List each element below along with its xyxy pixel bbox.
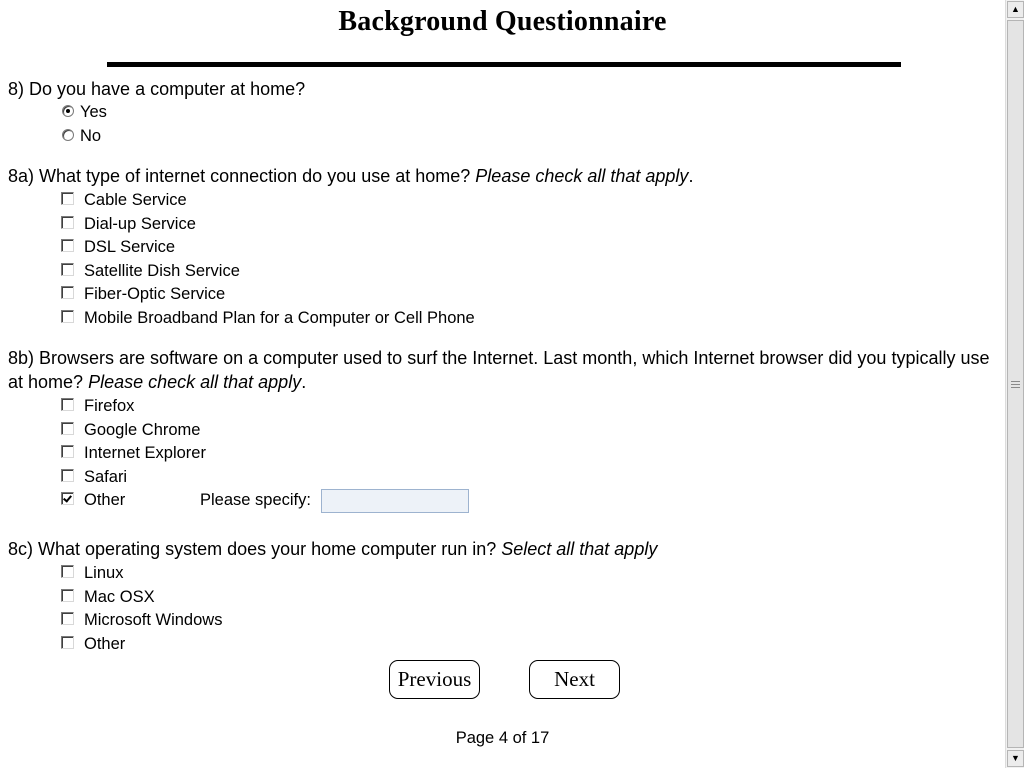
grip-line — [1011, 381, 1020, 382]
question-8b — [8, 346, 998, 394]
checkbox-icon[interactable] — [61, 192, 74, 205]
checkbox-label: Other — [84, 491, 126, 509]
radio-label: No — [80, 127, 102, 145]
question-end: . — [688, 166, 694, 186]
question-text: 8b) Browsers are software on a computer used to surf the Internet. Last month, which Internet browser did you typically use at home? — [8, 348, 990, 392]
checkbox-label: Google Chrome — [84, 421, 201, 439]
checkbox-label: Dial-up Service — [84, 215, 196, 233]
question-instruction: Select all that apply — [501, 539, 658, 559]
page-indicator: Page 4 of 17 — [455, 729, 550, 747]
checkbox-icon[interactable] — [61, 445, 74, 458]
checkbox-icon[interactable] — [61, 263, 74, 276]
checkbox-label: Satellite Dish Service — [84, 262, 240, 280]
checkbox-icon[interactable] — [61, 286, 74, 299]
question-instruction: Please check all that apply — [475, 166, 689, 186]
question-text: 8a) What type of internet connection do you use at home? — [8, 166, 476, 186]
checkbox-label: DSL Service — [84, 238, 176, 256]
page-title: Background Questionnaire — [338, 6, 667, 37]
please-specify-label: Please specify: — [200, 491, 311, 509]
title-divider — [107, 62, 901, 67]
radio-button-icon[interactable] — [62, 105, 74, 117]
scroll-up-arrow-icon[interactable]: ▲ — [1007, 1, 1024, 18]
question-text: 8c) What operating system does your home computer run in? — [8, 539, 502, 559]
radio-button-icon[interactable] — [62, 129, 74, 141]
radio-label: Yes — [80, 103, 107, 121]
question-8a — [8, 164, 693, 188]
checkbox-icon[interactable] — [61, 239, 74, 252]
checkbox-label: Mac OSX — [84, 588, 155, 606]
question-8c — [8, 537, 657, 561]
question-instruction: Please check all that apply — [88, 372, 302, 392]
checkbox-icon[interactable] — [61, 422, 74, 435]
checkbox-label: Microsoft Windows — [84, 611, 223, 629]
checkbox-icon[interactable] — [61, 612, 74, 625]
checkbox-label: Fiber-Optic Service — [84, 285, 226, 303]
checkbox-icon[interactable] — [61, 398, 74, 411]
grip-line — [1011, 384, 1020, 385]
checkbox-label: Firefox — [84, 397, 135, 415]
grip-line — [1011, 387, 1020, 388]
please-specify-input[interactable] — [321, 489, 469, 513]
scrollbar-thumb[interactable] — [1007, 20, 1024, 748]
checkbox-icon[interactable] — [61, 589, 74, 602]
question-8: 8) Do you have a computer at home? — [8, 79, 306, 99]
checkbox-icon[interactable] — [61, 216, 74, 229]
previous-button[interactable]: Previous — [389, 660, 480, 699]
checkbox-label: Cable Service — [84, 191, 187, 209]
checkbox-label: Safari — [84, 468, 128, 486]
next-button[interactable]: Next — [529, 660, 620, 699]
scroll-down-arrow-icon[interactable]: ▼ — [1007, 750, 1024, 767]
vertical-scrollbar[interactable] — [1005, 0, 1024, 768]
checkbox-checked-icon[interactable] — [61, 492, 74, 505]
checkbox-icon[interactable] — [61, 565, 74, 578]
checkbox-icon[interactable] — [61, 469, 74, 482]
checkbox-icon[interactable] — [61, 636, 74, 649]
question-end: . — [301, 372, 307, 392]
checkbox-label: Other — [84, 635, 126, 653]
checkbox-label: Internet Explorer — [84, 444, 206, 462]
checkbox-label: Mobile Broadband Plan for a Computer or Cell Phone — [84, 309, 475, 327]
checkbox-label: Linux — [84, 564, 124, 582]
checkbox-icon[interactable] — [61, 310, 74, 323]
